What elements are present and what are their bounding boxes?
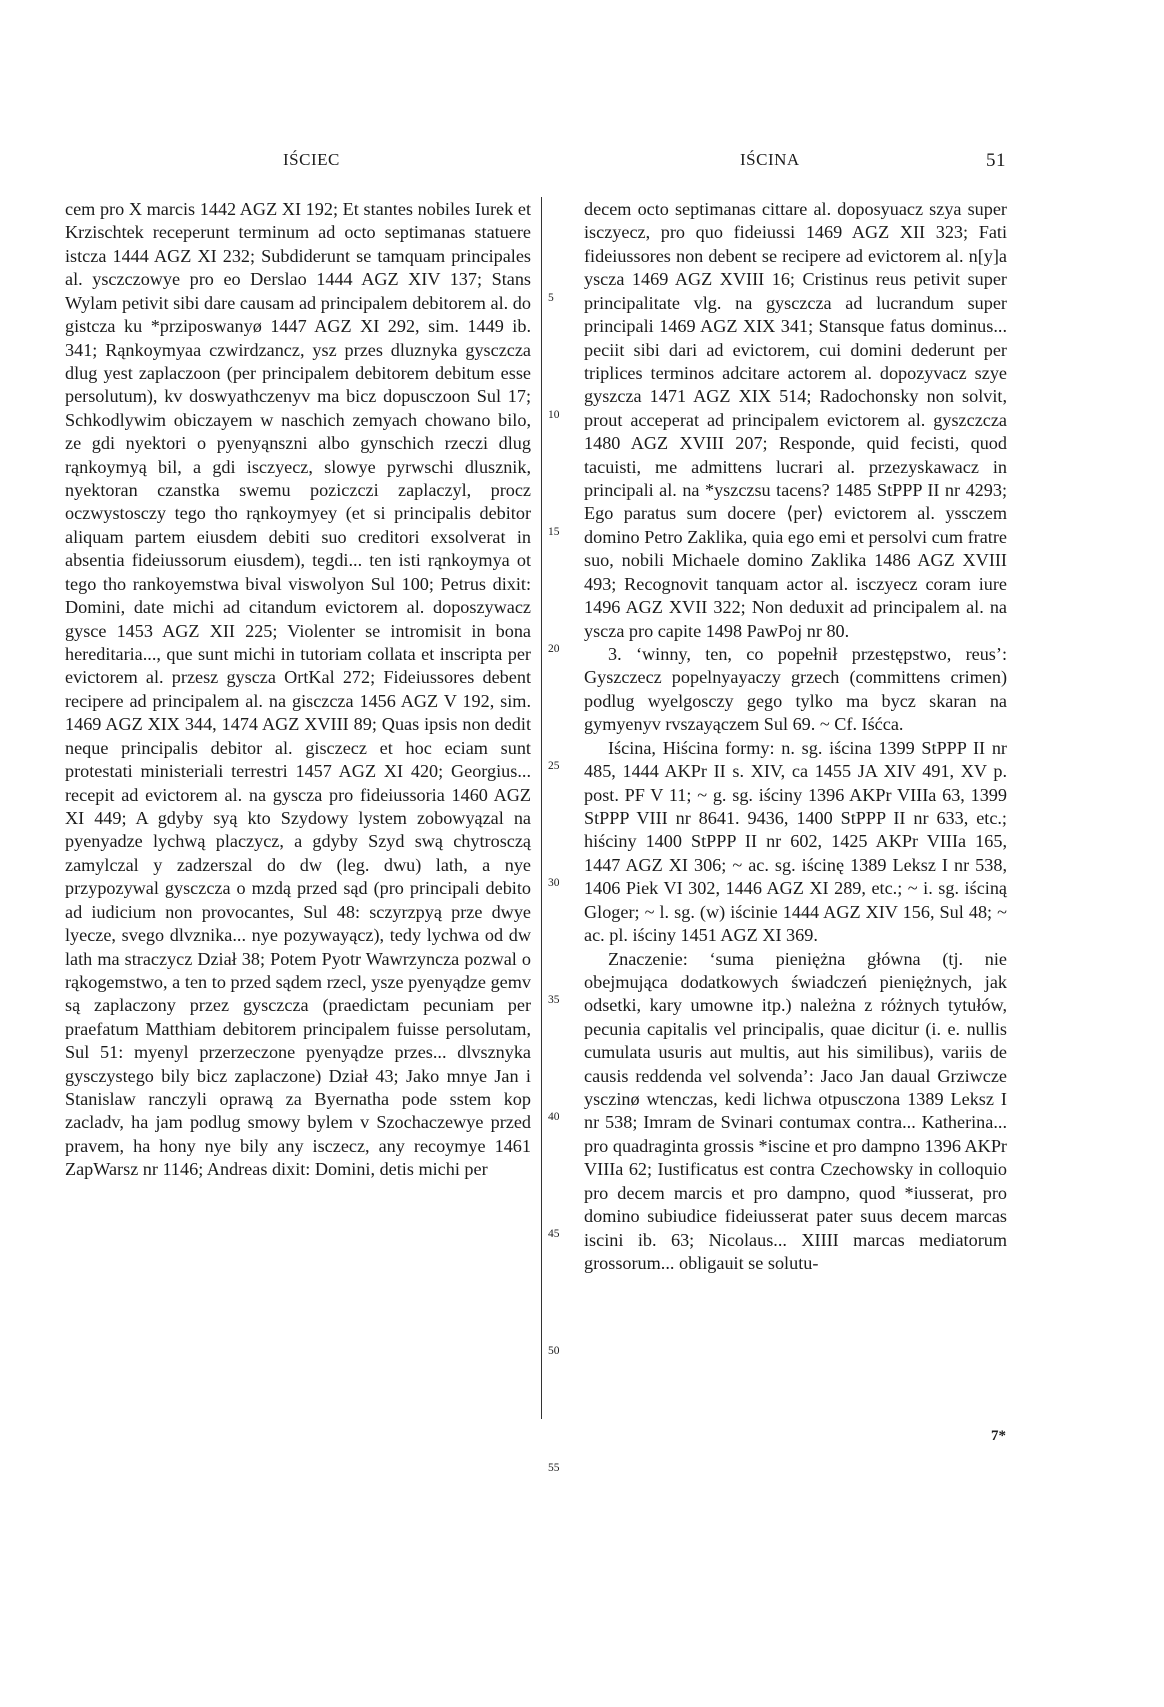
header-left-headword: IŚCIEC [283, 150, 340, 169]
entry-iscina-forms: Iścina, Hiścina formy: n. sg. iścina 1399 StPPP II nr 485, 1444 AKPr II s. XIV, ca 1455 JA XIV 491, XV p. post. PF V 11; ~ g. sg. iściny 1396 AKPr VIIIa 63, 1399 StPPP VIII nr 8641. 9436, 1400 StPPP II nr 633, etc.; hiściny 1400 StPPP II nr 602, 1425 AKPr VIIIa 165, 1447 AGZ XI 306; ~ ac. sg. iścinę 1389 Leksz I nr 538, 1406 Piek VI 302, 1446 AGZ XI 289, etc.; ~ i. sg. iściną Gloger; ~ l. sg. (w) iścinie 1444 AGZ XIV 156, Sul 48; ~ ac. pl. iściny 1451 AGZ XI 369. [584, 737, 1007, 946]
left-column [65, 198, 531, 1182]
signature-mark: 7* [991, 1428, 1006, 1444]
line-number: 40 [548, 1111, 560, 1123]
column-divider [541, 197, 542, 1419]
left-column-text: cem pro X marcis 1442 AGZ XI 192; Et stantes nobiles Iurek et Krzischtek receperunt terminum ad octo septimanas statuere istcza 1444 AGZ XI 232; Subdiderunt se tamquam principales al. ysczczowye pro eo Derslao 1444 AGZ XIV 137; Stans Wylam petivit sibi dare causam ad principalem debitorem al. do gistcza ku *prziposwanyø 1447 AGZ XI 292, sim. 1449 ib. 341; Rąnkoymyaa czwirdzancz, ysz przes dluznyka gysczcza dlug yest zaplaczoon (per principalem debitorem debitum esse persolutum), kv doswyathczenyv ma bicz dopusczoon Sul 17; Schkodlywim obiczayem w naschich zemyach chowano bilo, ze gdi nyektori o pyenyąnszni albo gynschich rzeczi dlug rąnkoymyą bil, a gdi isczyecz, slowye pyrwschi dlusznik, nyektoran czanstka swemu poziczczi zaplaczyl, procz oczwystosczy tego tho rąnkoymyey (et si principalis debitor aliquam partem eiusdem debiti suo creditori exsolverat in absentia fideiussorum eiusdem), tegdi... ten isti rąnkoymya ot tego tho rankoyemstwa bival viswolyon Sul 100; Petrus dixit: Domini, date michi ad citandum evictorem al. doposzywacz gysce 1453 AGZ XII 225; Violenter se intromisit in bona hereditaria..., que sunt michi in tutoriam collata et inscripta per evictorem al. przesz gyscza OrtKal 272; Fideiussores debent recipere ad principalem al. na gisczcza 1456 AGZ V 192, sim. 1469 AGZ XIX 344, 1474 AGZ XVIII 89; Quas ipsis non dedit neque principalis debitor al. gisczecz et hoc eciam sunt protestati ministeriali terrestri 1457 AGZ XI 420; Georgius... recepit ad evictorem al. na gyscza pro fideiussoria 1460 AGZ XI 449; A gdyby syą kto Szydowy lystem zobowyązal na pyenyadze lychwą placzycz, a gdyby Szyd swą chytrosczą zamylczal y zadzerszal do dw (leg. dwu) lath, a nye przypozywal gysczcza o mzdą przed sąd (pro principali debito ad iudicium non provocantes, Sul 48: sczyrzpyą prze dwye lyecze, svego dlvznika... nye pozywayącz), tedy lychwa od dw lath ma straczycz Dział 38; Potem Pyotr Wawrzyncza pozwal o rąkogemstwo, a ten to przed sądem rzecl, ysze pyenyądze gemv są zaplaczony przez gysczcza (praedictam pecuniam per praefatum Matthiam debitorem principalem fuisse persolutam, Sul 51: myenyl przerzeczone pyenyądze przes... dlvsznyka gysczystego bily bicz zaplaczone) Dział 43; Jako mnye Jan i Stanislaw ranczyli oprawą za Byernatha pode sstem kop zacladv, ha jam podlug smowy bylem v Szochaczewye przed pravem, ha hony nye bily any isczecz, any recoymye 1461 ZapWarsz nr 1146; Andreas dixit: Domini, detis michi per [65, 199, 531, 1180]
line-number: 20 [548, 643, 560, 655]
line-number: 10 [548, 409, 560, 421]
header-right-headword: IŚCINA [740, 150, 800, 169]
line-number: 55 [548, 1462, 560, 1474]
running-header [0, 150, 1164, 180]
entry-iscina-meaning: Znaczenie: ‘suma pieniężna główna (tj. nie obejmująca dodatkowych świadczeń pieniężnych, jak odsetki, kary umowne itp.) należna z różnych tytułów, pecunia capitalis vel principalis, quae dicitur (i. e. nullis cumulata usuris aut multis, aut his similibus), variis de causis reddenda vel solvenda’: Jaco Jan daual Grziwcze ysczinø wtenczas, kedi lichwa otpusczona 1389 Leksz I nr 538; Imram de Svinari contumax contra... Katherina... pro quadraginta grossis *iscine et pro dampno 1396 AKPr VIIIa 62; Iustificatus est contra Czechowsky in colloquio pro decem marcis et pro dampno, quod *iusserat, pro domino subiudice fideiusserat pater suus decem marcas iscini ib. 63; Nicolaus... XIIII marcas mediatorum grossorum... obligauit se solutu- [584, 948, 1007, 1273]
line-number: 5 [548, 292, 554, 304]
entry-paragraph-continuation: decem octo septimanas cittare al. doposyuacz szya super isczyecz, pro quo fideiussi 1469 AGZ XII 323; Fati fideiussores non debent se recipere ad evictorem al. n[y]a yscza 1469 AGZ XVIII 16; Cristinus reus petivit super principalitate vlg. na gysczcza ad lucrandum super principali 1469 AGZ XIX 341; Stansque fatus dominus... peciit sibi dari ad evictorem, cui domini dederunt per triplices terminos adcitare actorem al. dopozyvacz szye gyszcza 1471 AGZ XIX 514; Radochonsky non solvit, prout acceperat ad principalem evictorem al. gyszczcza 1480 AGZ XVIII 207; Responde, quid fecisti, quod tacuisti, me admittens lucrari al. przezyskawacz in principali al. na *yszczsu tacens? 1485 StPPP II nr 4293; Ego paratus sum docere ⟨per⟩ evictorem al. yssczem domino Petro Zaklika, quia ego emi et persolvi cum fratre suo, nobili Michaele domino Zaklika 1486 AGZ XVIII 493; Recognovit tanquam actor al. isczyecz coram iure 1496 AGZ XVII 322; Non deduxit ad principalem al. na yscza pro capite 1498 PawPoj nr 80. [584, 199, 1007, 641]
page-number: 51 [986, 150, 1006, 171]
line-number: 25 [548, 760, 560, 772]
line-number: 15 [548, 526, 560, 538]
line-number: 45 [548, 1228, 560, 1240]
line-number: 50 [548, 1345, 560, 1357]
line-number: 35 [548, 994, 560, 1006]
right-column [584, 198, 1007, 1275]
line-number: 30 [548, 877, 560, 889]
entry-sense-3: 3. ‘winny, ten, co popełnił przestępstwo, reus’: Gyszczecz popelnyayaczy grzech (committens crimen) podlug wyelgosczy gego tylko ma bycz skaran na gymyenyv rvszayączem Sul 69. ~ Cf. Iśćca. [584, 644, 1007, 735]
